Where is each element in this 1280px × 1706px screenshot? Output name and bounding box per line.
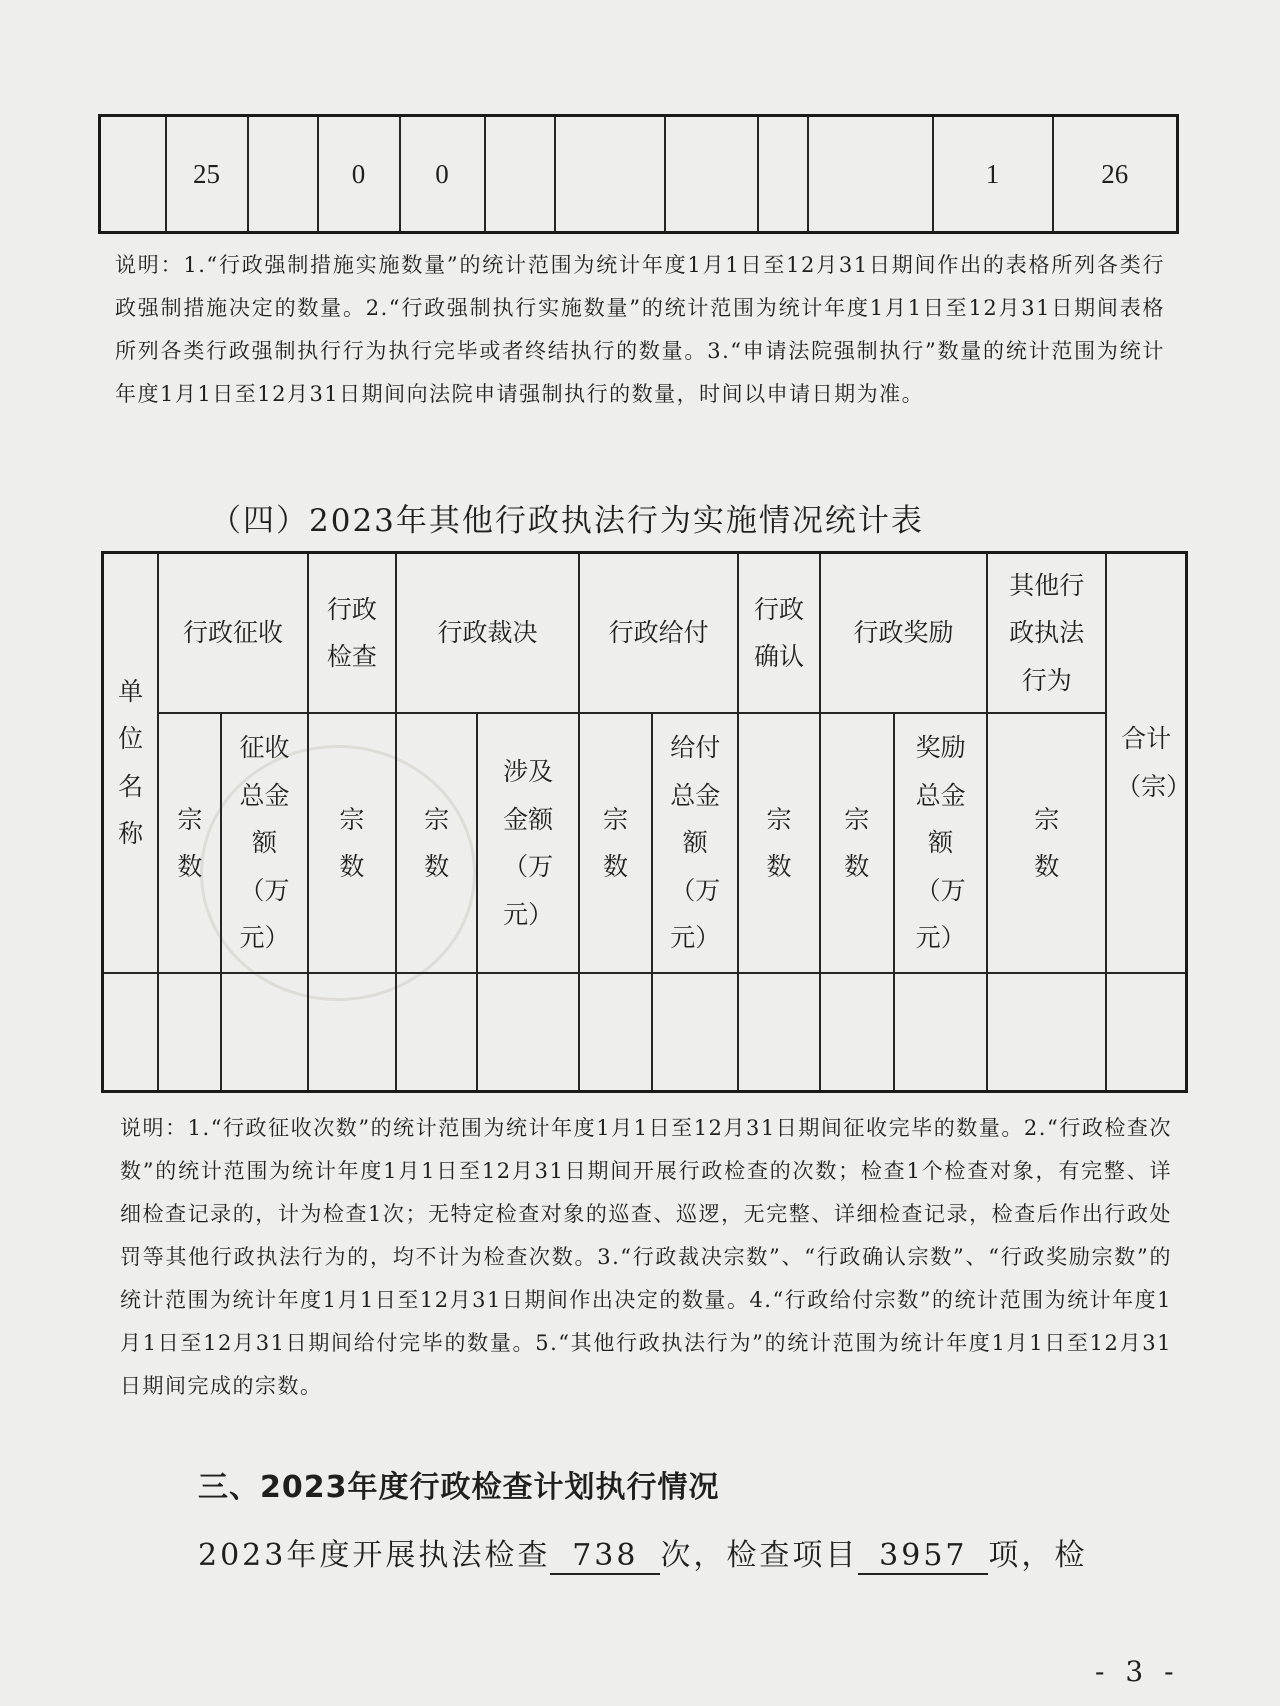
table-cell <box>758 116 808 233</box>
explanatory-note-1: 说明：1.“行政强制措施实施数量”的统计范围为统计年度1月1日至12月31日期间作出的表格所列各类行政强制措施决定的数量。2.“行政强制执行实施数量”的统计范围为统计年度1月1日至12月31日期间表格所列各类行政强制执行行为执行完毕或者终结执行的数量。3.“申请法院强制执行”数量的统计范围为统计年度1月1日至12月31日期间向法院申请强制执行的数量，时间以申请日期为准。 <box>115 253 1165 406</box>
table-cell <box>308 973 396 1092</box>
table-cell <box>820 973 894 1092</box>
sub-zhengshou-amount: 征收总金额（万元） <box>221 713 307 972</box>
table-cell <box>652 973 738 1092</box>
sub-caijue-amount: 涉及金额（万元） <box>477 713 579 972</box>
para-mid: 次，检查项目 <box>660 1538 859 1573</box>
header-unit-name: 单位名称 <box>103 553 159 973</box>
table-cell <box>221 973 307 1092</box>
table-cell <box>485 116 555 233</box>
sub-caijue-count: 宗数 <box>396 713 477 972</box>
table-row <box>103 973 1187 1092</box>
header-queren: 行政确认 <box>738 553 819 714</box>
sub-jiangli-amount: 奖励总金额（万元） <box>894 713 987 972</box>
subheader-row <box>103 713 1187 972</box>
sub-jiancha-count: 宗数 <box>308 713 396 972</box>
explanatory-note-2: 说明：1.“行政征收次数”的统计范围为统计年度1月1日至12月31日期间征收完毕的数量。2.“行政检查次数”的统计范围为统计年度1月1日至12月31日期间开展行政检查的次数；检查1个检查对象，有完整、详细检查记录的，计为检查1次；无特定检查对象的巡查、巡逻，无完整、详细检查记录，检查后作出行政处罚等其他行政执法行为的，均不计为检查次数。3.“行政裁决宗数”、“行政确认宗数”、“行政奖励宗数”的统计范围为统计年度1月1日至12月31日期间作出决定的数量。4.“行政给付宗数”的统计范围为统计年度1月1日至12月31日期间给付完毕的数量。5.“其他行政执法行为”的统计范围为统计年度1月1日至12月31日期间完成的宗数。 <box>120 1116 1172 1398</box>
sub-queren-count: 宗数 <box>738 713 819 972</box>
table-cell <box>100 116 166 233</box>
table-cell <box>248 116 318 233</box>
sub-geifu-amount: 给付总金额（万元） <box>652 713 738 972</box>
table-cell <box>396 973 477 1092</box>
header-qita: 其他行政执法行为 <box>987 553 1106 714</box>
sub-qita-count: 宗数 <box>987 713 1106 972</box>
para-suffix: 项，检 <box>988 1538 1088 1573</box>
table-cell: 0 <box>400 116 485 233</box>
enforcement-summary-table <box>98 114 1179 234</box>
sub-geifu-count: 宗数 <box>579 713 652 972</box>
page-number: - 3 - <box>1095 1655 1180 1688</box>
header-heji: 合计（宗） <box>1106 553 1186 973</box>
checks-count: 738 <box>550 1538 660 1575</box>
table-cell <box>158 973 221 1092</box>
table-cell <box>1106 973 1186 1092</box>
table-row <box>100 116 1178 233</box>
table-cell <box>555 116 665 233</box>
sub-jiangli-count: 宗数 <box>820 713 894 972</box>
header-jiancha: 行政检查 <box>308 553 396 714</box>
table-cell <box>987 973 1106 1092</box>
table-cell <box>103 973 159 1092</box>
table-cell <box>738 973 819 1092</box>
table-cell <box>665 116 758 233</box>
header-jiangli: 行政奖励 <box>820 553 988 714</box>
para-prefix: 2023年度开展执法检查 <box>198 1538 551 1573</box>
header-caijue: 行政裁决 <box>396 553 579 714</box>
body-paragraph <box>198 1530 1087 1575</box>
other-enforcement-table <box>101 551 1192 1093</box>
section-heading: 三、2023年度行政检查计划执行情况 <box>198 1470 720 1505</box>
header-geifu: 行政给付 <box>579 553 739 714</box>
table-cell: 25 <box>166 116 248 233</box>
items-count: 3957 <box>858 1538 988 1575</box>
table-cell <box>808 116 933 233</box>
table-cell <box>477 973 579 1092</box>
table-cell: 0 <box>318 116 400 233</box>
header-row <box>103 553 1187 714</box>
sub-zhengshou-count: 宗数 <box>158 713 221 972</box>
table-cell <box>579 973 652 1092</box>
header-zhengshou: 行政征收 <box>158 553 307 714</box>
table-cell <box>894 973 987 1092</box>
table-cell: 26 <box>1053 116 1178 233</box>
table-title: （四）2023年其他行政执法行为实施情况统计表 <box>210 503 924 539</box>
table-cell: 1 <box>933 116 1053 233</box>
